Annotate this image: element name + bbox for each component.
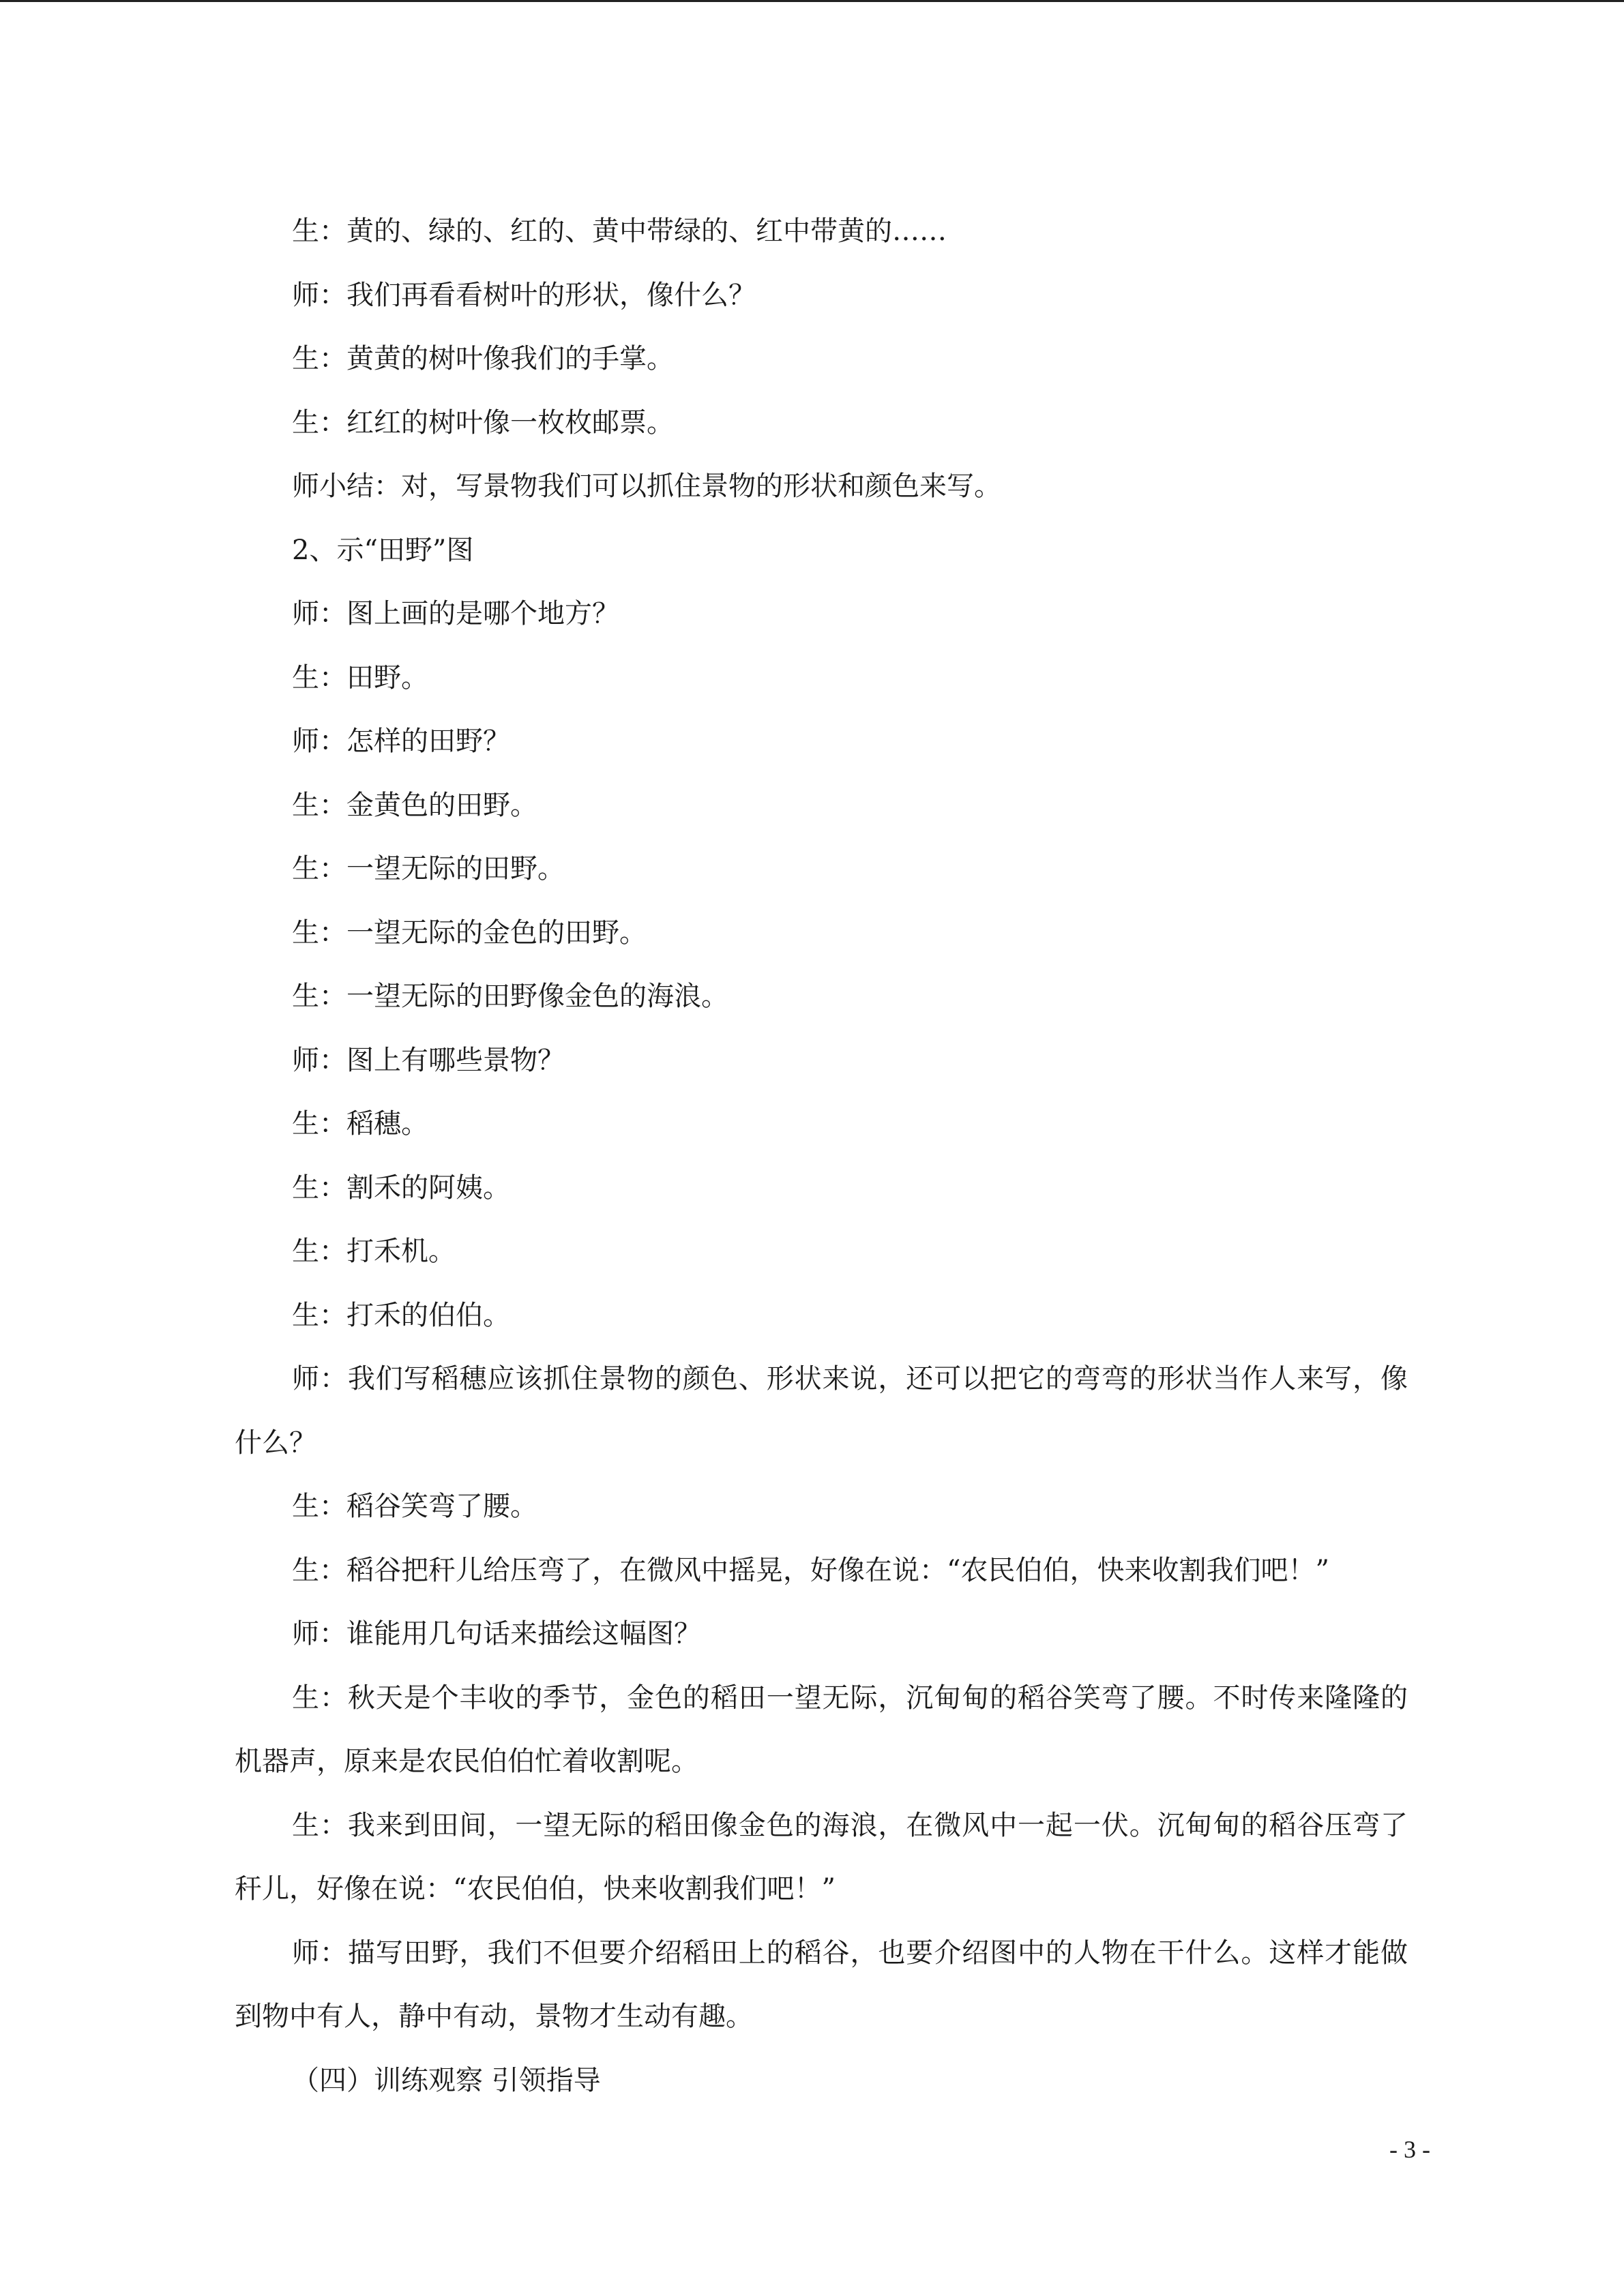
document-body [235,200,1408,2113]
paragraph: 师：我们写稻穗应该抓住景物的颜色、形状来说，还可以把它的弯弯的形状当作人来写，像什么？ [235,1363,1408,1459]
paragraph: 师：描写田野，我们不但要介绍稻田上的稻谷，也要介绍图中的人物在干什么。这样才能做到物中有人，静中有动，景物才生动有趣。 [235,1937,1408,2032]
paragraph: 生：稻谷把秆儿给压弯了，在微风中摇晃，好像在说：“农民伯伯，快来收割我们吧！” [292,1554,1329,1586]
paragraph: 师：谁能用几句话来描绘这幅图？ [292,1618,701,1650]
section-heading: （四）训练观察 引领指导 [292,2064,601,2096]
paragraph: 师：我们再看看树叶的形状，像什么？ [292,279,756,311]
paragraph: 生：金黄色的田野。 [292,789,537,821]
paragraph: 生：割禾的阿姨。 [292,1172,510,1204]
paragraph: 生：一望无际的金色的田野。 [292,916,647,949]
paragraph: 师：图上有哪些景物？ [292,1044,565,1076]
paragraph: 生：我来到田间，一望无际的稻田像金色的海浪，在微风中一起一伏。沉甸甸的稻谷压弯了秆儿，好像在说：“农民伯伯，快来收割我们吧！” [235,1809,1408,1905]
paragraph: 师：图上画的是哪个地方？ [292,598,619,629]
paragraph: 生：一望无际的田野。 [292,853,565,884]
paragraph: 生：一望无际的田野像金色的海浪。 [292,981,728,1012]
paragraph: 生：田野。 [292,661,428,694]
paragraph: 师小结：对，写景物我们可以抓住景物的形状和颜色来写。 [292,471,1001,502]
paragraph: 生：黄的、绿的、红的、黄中带绿的、红中带黄的…… [292,215,947,247]
page-number: - 3 - [1389,2136,1430,2163]
paragraph: 生：稻穗。 [292,1108,428,1139]
paragraph: 生：打禾的伯伯。 [292,1299,510,1331]
paragraph: 生：秋天是个丰收的季节，金色的稻田一望无际，沉甸甸的稻谷笑弯了腰。不时传来隆隆的机器声，原来是农民伯伯忙着收割呢。 [235,1682,1408,1777]
paragraph: 生：稻谷笑弯了腰。 [292,1491,537,1522]
paragraph: 生：黄黄的树叶像我们的手掌。 [292,343,674,374]
paragraph: 生：打禾机。 [292,1236,456,1267]
paragraph: 生：红红的树叶像一枚枚邮票。 [292,406,674,438]
section-heading: 2、示“田野”图 [292,534,474,566]
paragraph: 师：怎样的田野？ [292,726,510,757]
